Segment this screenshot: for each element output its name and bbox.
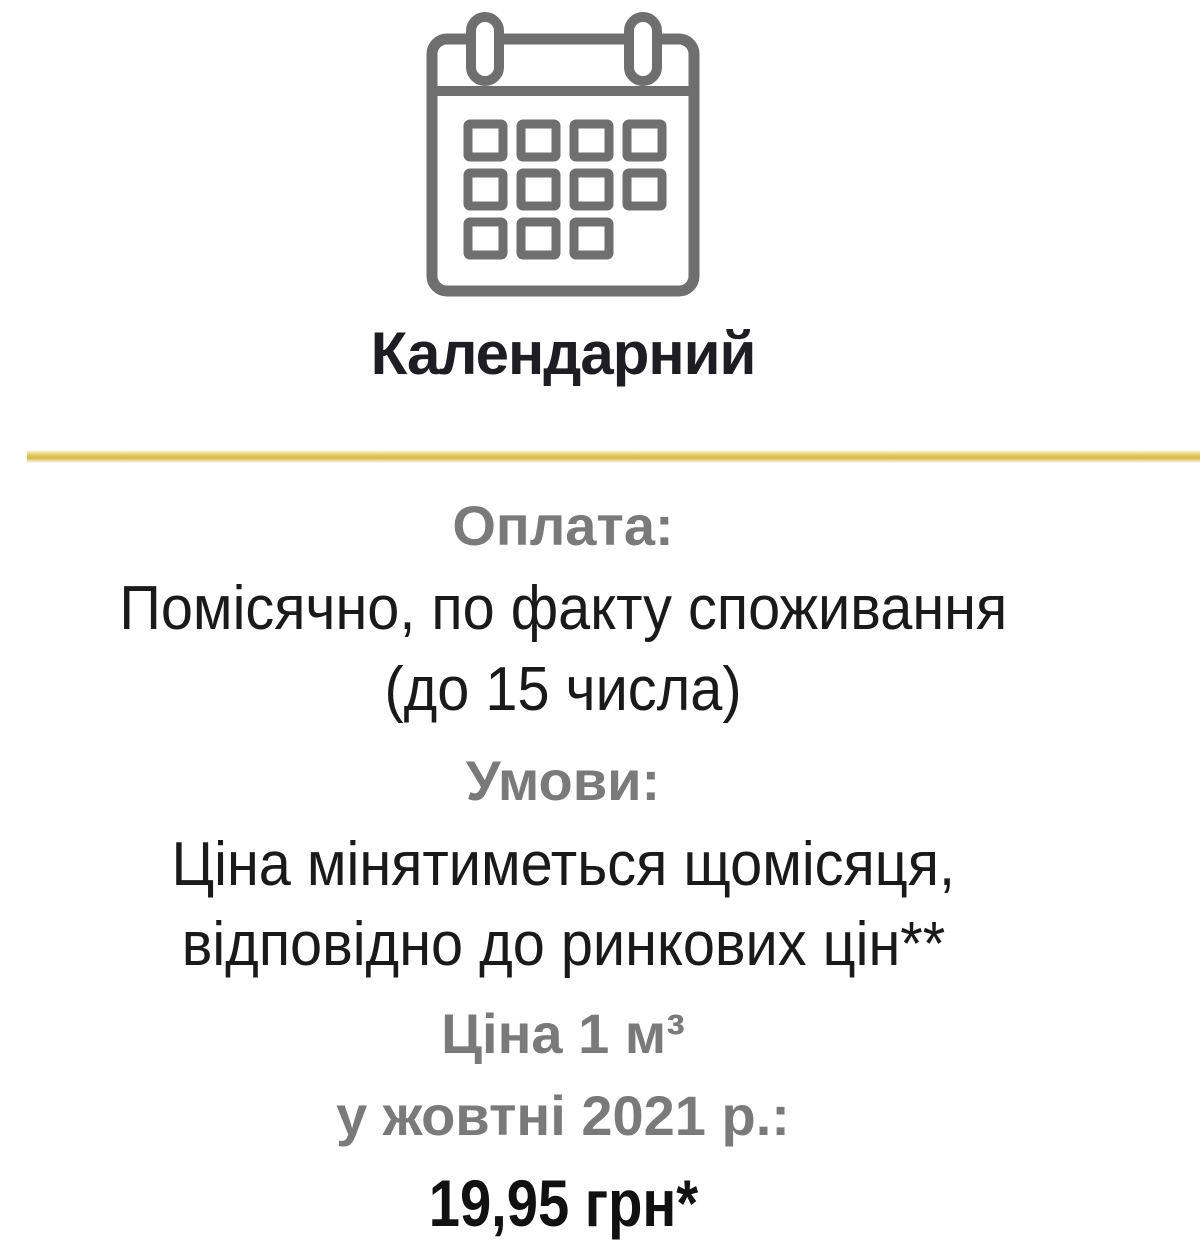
payment-text-line-2 — [0, 655, 1126, 724]
price-value-text: 19,95 грн* — [428, 1166, 698, 1240]
price-period-label: у жовтні 2021 р.: — [336, 1084, 790, 1147]
terms-text-line-2-text: відповідно до ринкових цін** — [181, 910, 945, 979]
terms-text-line-1-text: Ціна мінятиметься щомісяця, — [171, 830, 955, 899]
terms-text-line-2 — [0, 910, 1126, 979]
payment-text-line-2-text: (до 15 числа) — [384, 655, 742, 724]
card-title: Календарний — [370, 320, 756, 387]
calendar-icon — [424, 12, 702, 298]
terms-section-label: Умови: — [465, 749, 661, 812]
unit-price-label: Ціна 1 м³ — [441, 1002, 685, 1065]
accent-divider-line — [27, 450, 1200, 463]
payment-text-line-1 — [0, 574, 1126, 643]
payment-section-label: Оплата: — [452, 494, 674, 557]
price-value — [0, 1166, 1126, 1240]
terms-text-line-1 — [0, 830, 1126, 899]
payment-text-line-1-text: Помісячно, по факту споживання — [119, 574, 1007, 643]
